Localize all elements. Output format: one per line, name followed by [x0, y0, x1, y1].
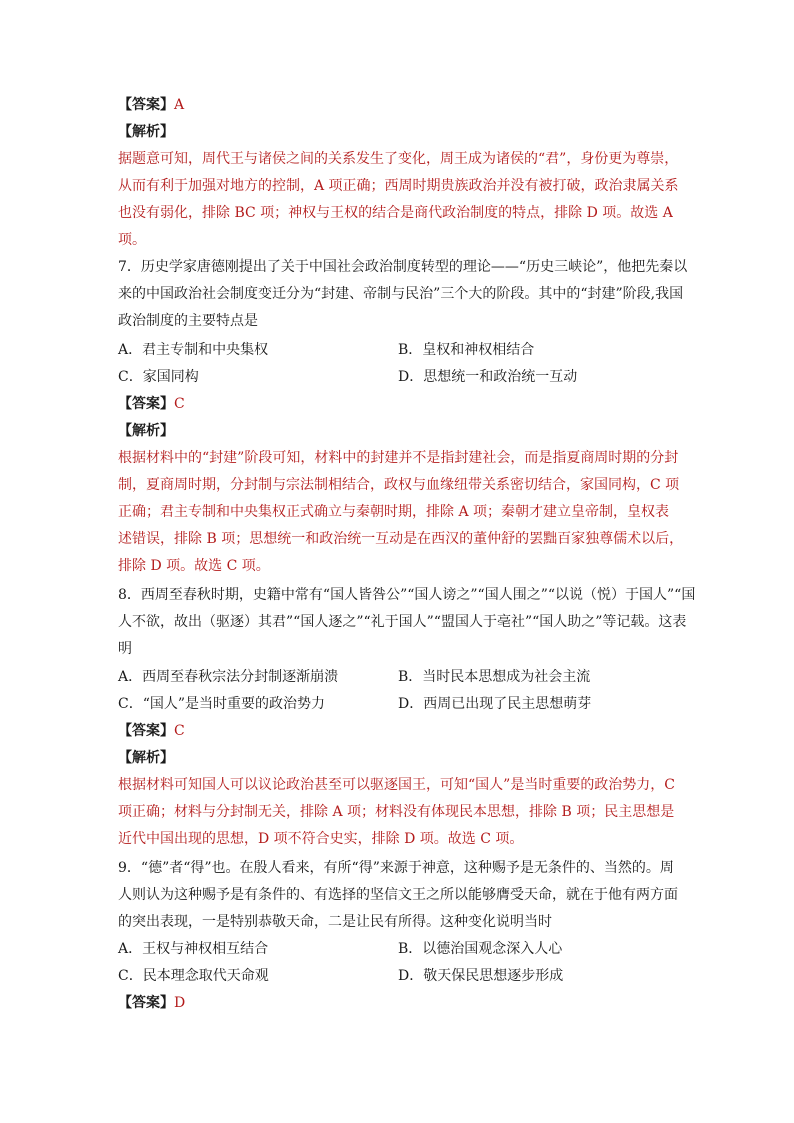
q8-option-d: D．西周已出现了民主思想萌芽	[398, 696, 592, 712]
q9-option-d: D．敬天保民思想逐步形成	[398, 968, 564, 984]
q8-stem-line: 明	[118, 641, 132, 657]
answer-value: C	[174, 723, 185, 739]
q8-answer	[118, 721, 678, 741]
q8-stem-line: 8．西周至春秋时期，史籍中常有“国人皆咎公”“国人谤之”“国人围之”“以说（悦）于国人”“国	[118, 587, 696, 603]
q7-analysis-line: 正确；君主专制和中央集权正式确立与秦朝时期，排除 A 项；秦朝才建立皇帝制，皇权表	[118, 504, 670, 520]
answer-value: C	[174, 396, 185, 412]
q8-option-c: C．“国人”是当时重要的政治势力	[118, 696, 326, 712]
q8-option-b: B．当时民本思想成为社会主流	[398, 669, 591, 685]
answer-label: 【答案】	[118, 97, 174, 113]
q9-stem-line: 人则认为这种赐予是有条件的、有选择的坚信文王之所以能够膺受天命，就在于他有两方面	[118, 887, 678, 903]
q7-option-d: D．思想统一和政治统一互动	[398, 369, 578, 385]
answer-label: 【答案】	[118, 995, 174, 1011]
q7-analysis-label: 【解析】	[118, 423, 174, 439]
q7-answer	[118, 394, 678, 414]
q6-analysis-line: 据题意可知，周代王与诸侯之间的关系发生了变化，周王成为诸侯的“君”，身份更为尊崇，	[118, 151, 679, 167]
q6-analysis-line: 也没有弱化，排除 BC 项；神权与王权的结合是商代政治制度的特点，排除 D 项。故选 A	[118, 205, 673, 221]
q8-option-a: A．西周至春秋宗法分封制逐渐崩溃	[118, 669, 339, 685]
q8-analysis-line: 近代中国出现的思想，D 项不符合史实，排除 D 项。故选 C 项。	[118, 831, 524, 847]
answer-value: D	[174, 995, 186, 1011]
q9-stem-line: 的突出表现，一是特别恭敬天命，二是让民有所得。这种变化说明当时	[118, 914, 552, 930]
q9-option-a: A．王权与神权相互结合	[118, 941, 269, 957]
q8-analysis-line: 项正确；材料与分封制无关，排除 A 项；材料没有体现民本思想，排除 B 项；民主思想是	[118, 804, 675, 820]
q8-analysis-line: 根据材料可知国人可以议论政治甚至可以驱逐国王，可知“国人”是当时重要的政治势力，C	[118, 777, 676, 793]
q7-stem-line: 7．历史学家唐德刚提出了关于中国社会政治制度转型的理论——“历史三峡论”，他把先秦以	[118, 259, 688, 275]
q7-stem-line: 来的中国政治社会制度变迁分为“封建、帝制与民治”三个大的阶段。其中的“封建”阶段,我国	[118, 286, 684, 302]
answer-value: A	[174, 97, 185, 113]
q8-stem-line: 人不欲，故出（驱逐）其君”“国人逐之”“礼于国人”“盟国人于亳社”“国人助之”等记载。这表	[118, 614, 687, 630]
q6-answer	[118, 95, 678, 115]
q9-stem-line: 9．“德”者“得”也。在殷人看来，有所“得”来源于神意，这种赐予是无条件的、当然的。周	[118, 860, 674, 876]
q7-option-b: B．皇权和神权相结合	[398, 342, 535, 358]
q7-stem-line: 政治制度的主要特点是	[118, 313, 258, 329]
q7-analysis-line: 述错误，排除 B 项；思想统一和政治统一互动是在西汉的董仲舒的罢黜百家独尊儒术以后，	[118, 531, 684, 547]
q6-analysis-line: 项。	[118, 232, 146, 248]
q9-answer	[118, 993, 678, 1013]
q7-analysis-line: 根据材料中的“封建”阶段可知，材料中的封建并不是指封建社会，而是指夏商周时期的分封	[118, 450, 679, 466]
q7-option-c: C．家国同构	[118, 369, 199, 385]
q6-analysis-line: 从而有利于加强对地方的控制，A 项正确；西周时期贵族政治并没有被打破，政治隶属关系	[118, 178, 679, 194]
q9-option-b: B．以德治国观念深入人心	[398, 941, 563, 957]
q8-analysis-label: 【解析】	[118, 750, 174, 766]
q7-analysis-line: 制，夏商周时期，分封制与宗法制相结合，政权与血缘纽带关系密切结合，家国同构，C 项	[118, 477, 680, 493]
q6-analysis-label: 【解析】	[118, 124, 174, 140]
answer-label: 【答案】	[118, 723, 174, 739]
q9-option-c: C．民本理念取代天命观	[118, 968, 269, 984]
answer-label: 【答案】	[118, 396, 174, 412]
q7-option-a: A．君主专制和中央集权	[118, 342, 269, 358]
q7-analysis-line: 排除 D 项。故选 C 项。	[118, 558, 270, 574]
